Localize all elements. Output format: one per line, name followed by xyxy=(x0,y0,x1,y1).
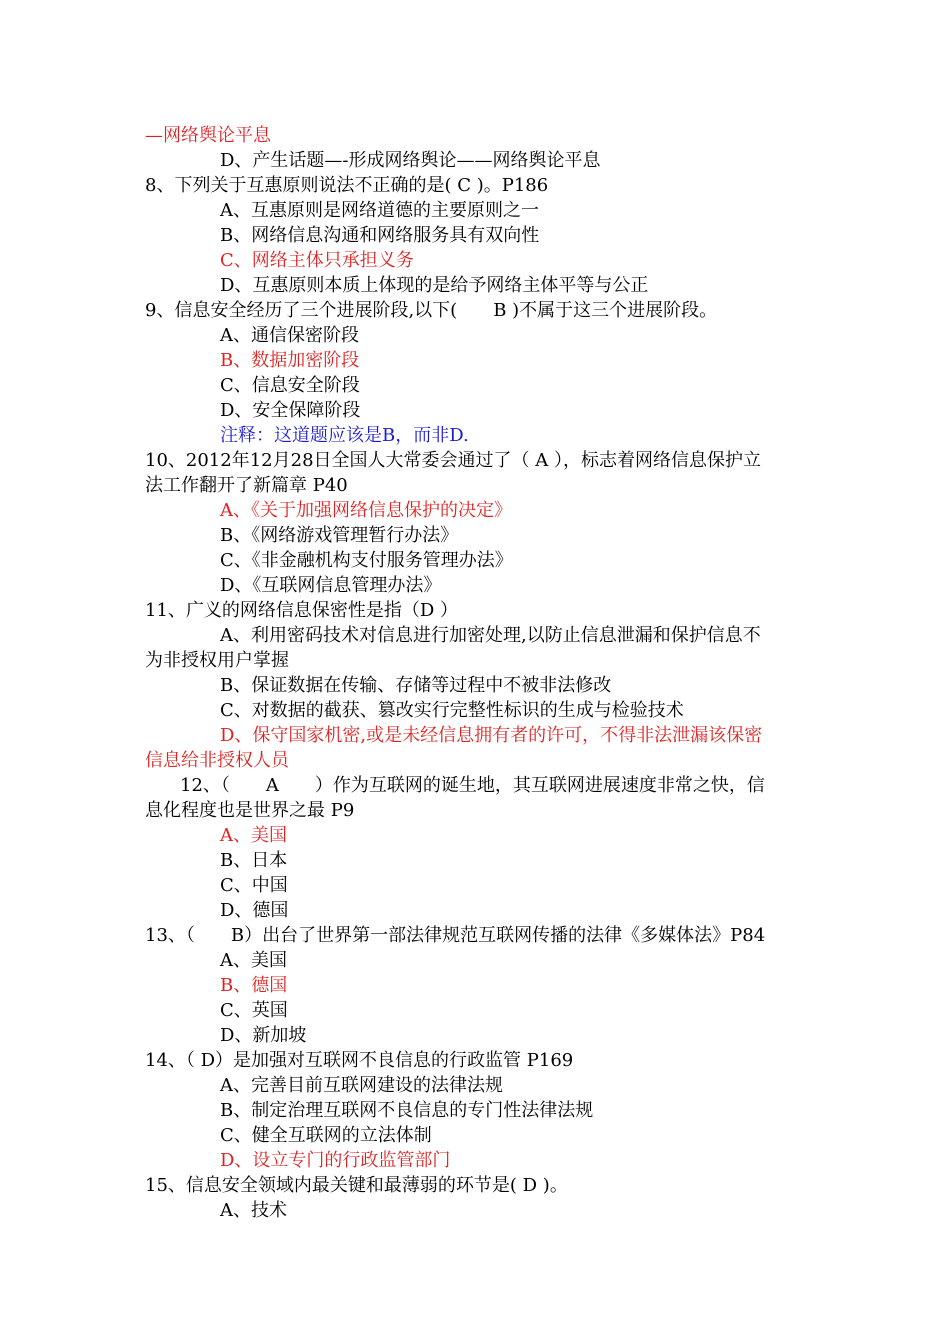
text-line: A、利用密码技术对信息进行加密处理,以防止信息泄漏和保护信息不 xyxy=(220,625,761,646)
text-line: B、数据加密阶段 xyxy=(220,350,360,371)
text-line: 12、（ A ）作为互联网的诞生地，其互联网进展速度非常之快，信 xyxy=(180,775,765,796)
text-line: A、技术 xyxy=(220,1200,287,1221)
text-line: C、网络主体只承担义务 xyxy=(220,250,414,271)
text-line: D、互惠原则本质上体现的是给予网络主体平等与公正 xyxy=(220,275,649,296)
text-line: 15、信息安全领域内最关键和最薄弱的环节是( D )。 xyxy=(145,1175,568,1196)
text-line: 法工作翻开了新篇章 P40 xyxy=(145,475,348,496)
text-line: A、美国 xyxy=(220,950,287,971)
text-line: B、《网络游戏管理暂行办法》 xyxy=(220,525,459,546)
text-line: A、《关于加强网络信息保护的决定》 xyxy=(220,500,512,521)
text-line: A、互惠原则是网络道德的主要原则之一 xyxy=(220,200,539,221)
text-line: —网络舆论平息 xyxy=(145,125,271,146)
text-line: C、英国 xyxy=(220,1000,288,1021)
text-line: B、保证数据在传输、存储等过程中不被非法修改 xyxy=(220,675,612,696)
text-line: 14、（ D）是加强对互联网不良信息的行政监管 P169 xyxy=(145,1050,574,1071)
text-line: 8、下列关于互惠原则说法不正确的是( C )。P186 xyxy=(145,175,549,196)
text-line: 注释：这道题应该是B，而非D. xyxy=(220,425,469,446)
text-line: D、设立专门的行政监管部门 xyxy=(220,1150,451,1171)
text-line: C、健全互联网的立法体制 xyxy=(220,1125,432,1146)
text-line: B、制定治理互联网不良信息的专门性法律法规 xyxy=(220,1100,594,1121)
text-line: C、中国 xyxy=(220,875,288,896)
text-line: C、信息安全阶段 xyxy=(220,375,360,396)
document-body xyxy=(145,123,810,1223)
text-line: 13、（ B）出台了世界第一部法律规范互联网传播的法律《多媒体法》P84 xyxy=(145,925,766,946)
text-line: 11、广义的网络信息保密性是指（D ） xyxy=(145,600,459,621)
text-line: D、安全保障阶段 xyxy=(220,400,361,421)
text-line: B、德国 xyxy=(220,975,288,996)
text-line: C、对数据的截获、篡改实行完整性标识的生成与检验技术 xyxy=(220,700,684,721)
text-line: A、美国 xyxy=(220,825,287,846)
text-line: C、《非金融机构支付服务管理办法》 xyxy=(220,550,513,571)
text-line: D、德国 xyxy=(220,900,289,921)
text-line: 10、2012年12月28日全国人大常委会通过了（ A ），标志着网络信息保护立 xyxy=(145,450,761,471)
text-line: 信息给非授权人员 xyxy=(145,750,289,771)
text-line: D、产生话题—-形成网络舆论——网络舆论平息 xyxy=(220,150,601,171)
text-line: 息化程度也是世界之最 P9 xyxy=(145,800,355,821)
text-line: B、日本 xyxy=(220,850,288,871)
text-line: 9、信息安全经历了三个进展阶段,以下( B )不属于这三个进展阶段。 xyxy=(145,300,718,321)
text-line: A、完善目前互联网建设的法律法规 xyxy=(220,1075,503,1096)
text-line: D、保守国家机密,或是未经信息拥有者的许可，不得非法泄漏该保密 xyxy=(220,725,763,746)
text-line: D、新加坡 xyxy=(220,1025,307,1046)
text-line: B、网络信息沟通和网络服务具有双向性 xyxy=(220,225,540,246)
text-line: A、通信保密阶段 xyxy=(220,325,359,346)
text-line: 为非授权用户掌握 xyxy=(145,650,289,671)
text-line: D、《互联网信息管理办法》 xyxy=(220,575,442,596)
